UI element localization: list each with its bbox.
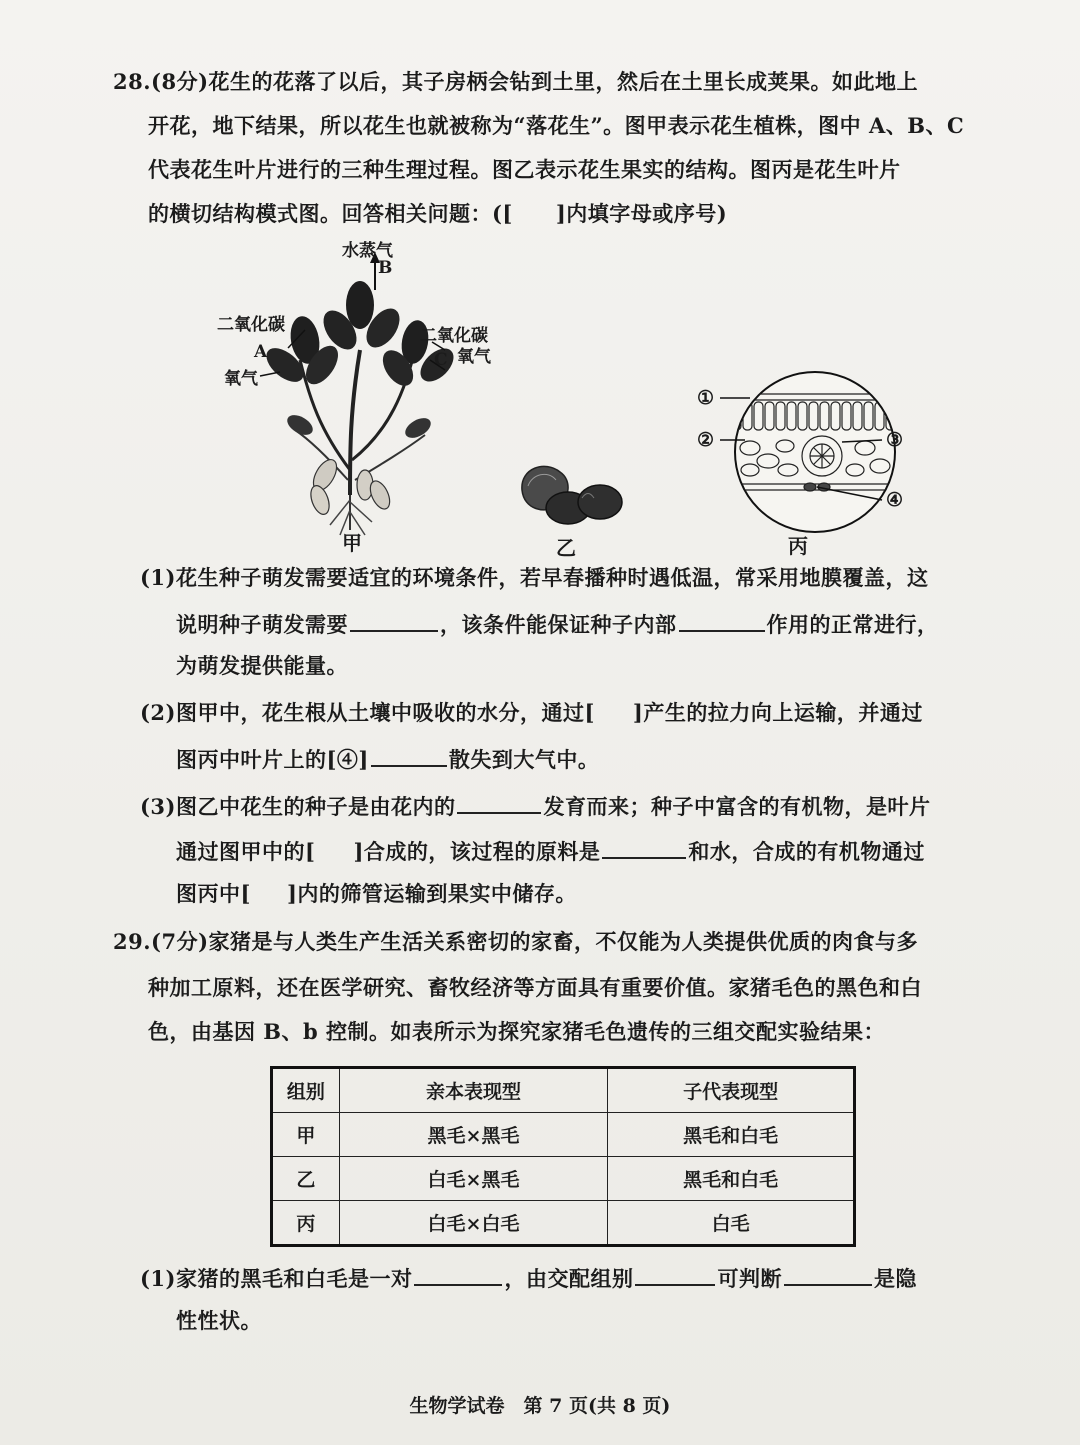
blank-ovule[interactable] <box>457 788 541 814</box>
label-o2-left: 氧气 <box>224 369 258 389</box>
text: 图丙中[ <box>176 881 251 906</box>
caption-yi: 乙 <box>556 536 576 560</box>
label-n3: ③ <box>886 429 904 451</box>
table-cell: 甲 <box>272 1113 340 1157</box>
peanut-fruit-figure <box>510 450 640 535</box>
table-header: 亲本表现型 <box>339 1068 608 1113</box>
table-cell: 乙 <box>272 1157 340 1201</box>
table-cell: 丙 <box>272 1201 340 1246</box>
q28-s2-line-a <box>140 697 923 729</box>
text: 是隐 <box>873 1266 917 1291</box>
q28-s3-line-c <box>176 878 577 910</box>
q28-line3: 代表花生叶片进行的三种生理过程。图乙表示花生果实的结构。图丙是花生叶片 <box>148 157 901 182</box>
text: ]产生的拉力向上运输，并通过 <box>632 700 923 725</box>
text: 图丙中叶片上的[④] <box>176 747 369 772</box>
table-cell: 黑毛和白毛 <box>608 1113 855 1157</box>
label-n4: ④ <box>886 489 904 511</box>
text: 散失到大气中。 <box>448 747 600 772</box>
text: 说明种子萌发需要 <box>176 612 348 637</box>
label-A: A <box>254 342 268 362</box>
q29-line3: 色，由基因 B、b 控制。如表所示为探究家猪毛色遗传的三组交配实验结果： <box>148 1019 886 1044</box>
q28-s2-line-b <box>176 741 599 776</box>
text: (2)图甲中，花生根从土壤中吸收的水分，通过[ <box>140 700 595 725</box>
page-footer: 生物学试卷 第 7 页(共 8 页) <box>409 1395 671 1417</box>
label-B: B <box>378 258 393 278</box>
table-row <box>272 1113 855 1157</box>
text: ，该条件能保证种子内部 <box>440 612 677 637</box>
blank-recessive-trait[interactable] <box>784 1260 872 1286</box>
table-header: 子代表现型 <box>608 1068 855 1113</box>
q29-line2: 种加工原料，还在医学研究、畜牧经济等方面具有重要价值。家猪毛色的黑色和白 <box>148 975 922 1000</box>
blank-group[interactable] <box>635 1260 715 1286</box>
q28-s1-line-a: (1)花生种子萌发需要适宜的环境条件，若早春播种时遇低温，常采用地膜覆盖，这 <box>140 565 929 590</box>
label-n2: ② <box>697 429 715 451</box>
table-cell: 黑毛×黑毛 <box>339 1113 608 1157</box>
text: ]合成的，该过程的原料是 <box>353 839 601 864</box>
q29-line1: 29.(7分)家猪是与人类生产生活关系密切的家畜，不仅能为人类提供优质的肉食与多 <box>113 929 919 954</box>
text: 可判断 <box>717 1266 782 1291</box>
table-cell: 白毛×黑毛 <box>339 1157 608 1201</box>
q28-s1-line-c: 为萌发提供能量。 <box>176 653 348 678</box>
blank-stoma[interactable] <box>371 741 447 767</box>
label-o2-right: 氧气 <box>457 347 491 367</box>
caption-jia: 甲 <box>342 531 362 555</box>
blank-relative-traits[interactable] <box>414 1260 502 1286</box>
text: ]内的筛管运输到果实中储存。 <box>286 881 577 906</box>
table-cell: 白毛×白毛 <box>339 1201 608 1246</box>
q28-line4: 的横切结构模式图。回答相关问题：([ ]内填字母或序号) <box>148 201 728 226</box>
table-header-row <box>272 1068 855 1113</box>
q29-s1-line-b: 性性状。 <box>176 1308 262 1333</box>
q29-s1-line-a <box>140 1260 917 1295</box>
text: ，由交配组别 <box>504 1266 634 1291</box>
label-C: C <box>434 350 448 370</box>
q28-s3-line-b <box>176 833 925 868</box>
caption-bing: 丙 <box>788 534 808 558</box>
q28-s3-line-a <box>140 788 930 823</box>
label-co2-left: 二氧化碳 <box>217 315 285 335</box>
label-n1: ① <box>697 387 715 409</box>
table-header: 组别 <box>272 1068 340 1113</box>
table-row <box>272 1157 855 1201</box>
text: 和水，合成的有机物通过 <box>688 839 925 864</box>
table-cell: 黑毛和白毛 <box>608 1157 855 1201</box>
text: (3)图乙中花生的种子是由花内的 <box>140 794 456 819</box>
blank-germination-condition[interactable] <box>350 606 438 632</box>
label-water-vapor: 水蒸气 <box>342 241 393 261</box>
mating-results-table <box>270 1066 856 1247</box>
q28-s1-line-b <box>176 606 939 641</box>
text: (1)家猪的黑毛和白毛是一对 <box>140 1266 413 1291</box>
text: 发育而来；种子中富含的有机物，是叶片 <box>543 794 931 819</box>
q28-line1: 28.(8分)花生的花落了以后，其子房柄会钻到土里，然后在土里长成荚果。如此地上 <box>113 69 919 94</box>
leaf-cross-section-figure <box>690 366 950 538</box>
q28-line2: 开花，地下结果，所以花生也就被称为“落花生”。图甲表示花生植株，图中 A、B、C <box>148 113 965 138</box>
peanut-plant-figure <box>200 230 520 550</box>
table-row <box>272 1201 855 1246</box>
blank-raw-material[interactable] <box>602 833 686 859</box>
blank-internal-process[interactable] <box>679 606 765 632</box>
table-cell: 白毛 <box>608 1201 855 1246</box>
label-co2-right: 二氧化碳 <box>420 326 488 346</box>
text: 作用的正常进行， <box>766 612 939 637</box>
text: 通过图甲中的[ <box>176 839 316 864</box>
